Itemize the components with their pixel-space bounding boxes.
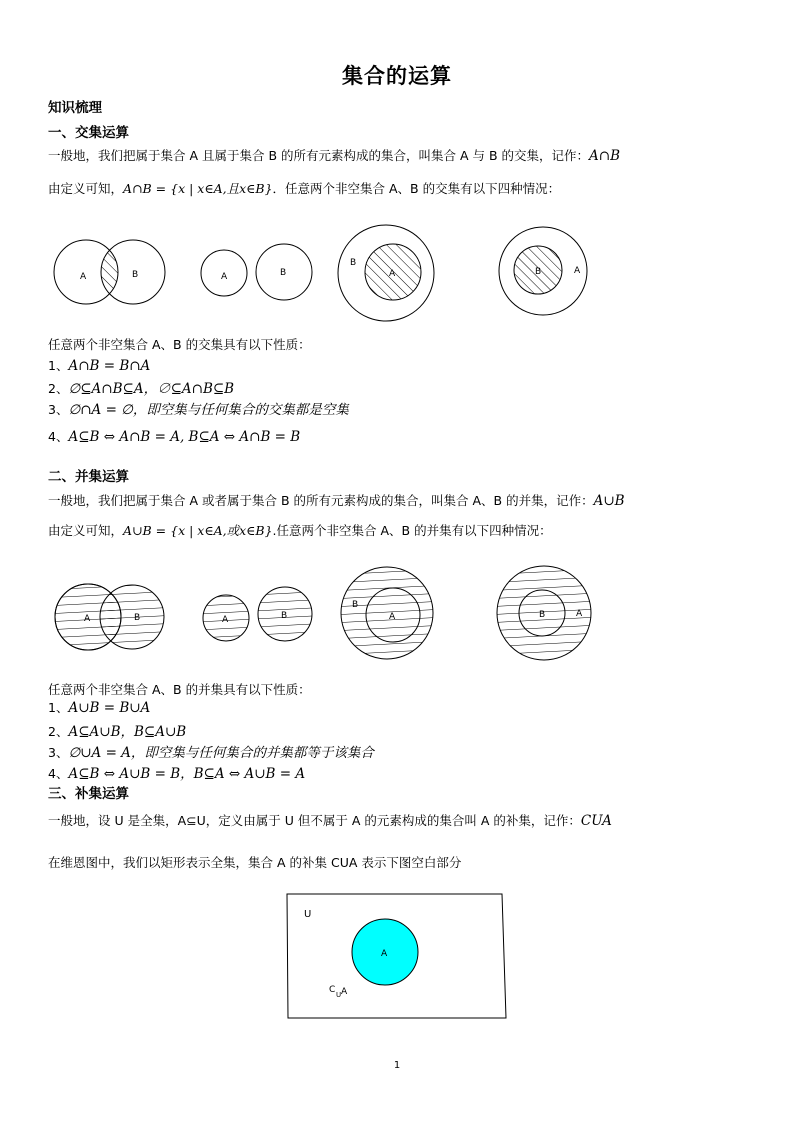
page-number: 1 (393, 1060, 401, 1071)
label-b: B (132, 270, 139, 280)
property-text: A∩B = B∩A (68, 358, 151, 374)
intersection-formula-line (48, 179, 560, 197)
label-b: B (281, 611, 288, 621)
intersection-venn-diagrams (0, 215, 794, 315)
label-a: A (84, 614, 91, 624)
property-text: ∅⊆A∩B⊆A，∅⊆A∩B⊆B (68, 381, 235, 397)
label-a: A (381, 949, 388, 959)
complement-venn-diagram (0, 890, 794, 1030)
intersection-definition (48, 146, 620, 164)
union-venn-diagrams (0, 560, 794, 670)
intersection-heading: 一、交集运算 (48, 125, 129, 141)
intersection-property (48, 356, 150, 374)
intersection-formula-suffix: ．任意两个非空集合 A、B 的交集有以下四种情况： (272, 181, 561, 196)
label-complement-sub-u: U (336, 991, 342, 999)
intersection-formula: A∩B = {x | x∈A,且x∈B} (123, 181, 273, 196)
union-property (48, 720, 186, 740)
label-complement-c: C (329, 985, 336, 995)
union-formula-suffix: .任意两个非空集合 A、B 的并集有以下四种情况： (272, 523, 552, 538)
intersection-formula-prefix: 由定义可知， (48, 181, 124, 196)
union-property (48, 762, 305, 782)
intersection-properties-intro: 任意两个非空集合 A、B 的交集具有以下性质： (48, 337, 311, 352)
label-a: A (221, 272, 228, 282)
label-a: A (222, 615, 229, 625)
property-text: A⊆B ⇔ A∩B = A, B⊆A ⇔ A∩B = B (68, 429, 301, 445)
intersection-property (48, 398, 349, 418)
union-notation: A∪B (593, 493, 625, 509)
union-property (48, 698, 150, 716)
union-formula-line (48, 521, 552, 539)
property-text: A⊆A∪B，B⊆A∪B (68, 724, 187, 740)
property-number: 4、 (48, 429, 69, 444)
property-number: 4、 (48, 766, 69, 781)
complement-definition (48, 811, 612, 829)
union-definition-text: 一般地，我们把属于集合 A 或者属于集合 B 的所有元素构成的集合，叫集合 A、B 的并集，记作： (48, 493, 594, 508)
union-properties-intro: 任意两个非空集合 A、B 的并集具有以下性质： (48, 682, 311, 697)
union-property (48, 741, 374, 761)
label-b: B (350, 258, 357, 268)
property-text: A⊆B ⇔ A∪B = B，B⊆A ⇔ A∪B = A (68, 766, 306, 782)
union-heading: 二、并集运算 (48, 469, 129, 485)
circle-b (341, 567, 433, 659)
label-a: A (576, 609, 583, 619)
label-a: A (389, 269, 396, 279)
property-number: 3、 (48, 745, 69, 760)
property-number: 1、 (48, 700, 69, 715)
intersection-property (48, 427, 300, 445)
label-a: A (80, 272, 87, 282)
union-definition (48, 491, 625, 509)
property-number: 2、 (48, 724, 69, 739)
union-formula-prefix: 由定义可知， (48, 523, 124, 538)
intersection-property (48, 377, 234, 397)
overview-heading: 知识梳理 (48, 100, 102, 116)
complement-heading: 三、补集运算 (48, 786, 129, 802)
label-a: A (574, 266, 581, 276)
label-b: B (535, 267, 542, 277)
complement-notation: CUA (580, 813, 612, 829)
property-number: 1、 (48, 358, 69, 373)
label-b: B (539, 610, 546, 620)
label-complement-a: A (341, 987, 348, 997)
property-number: 3、 (48, 402, 69, 417)
label-u: U (304, 909, 312, 920)
label-b: B (134, 613, 141, 623)
label-b: B (352, 600, 359, 610)
intersection-notation: A∩B (589, 148, 621, 164)
complement-venn-text: 在维恩图中，我们以矩形表示全集，集合 A 的补集 CUA 表示下图空白部分 (48, 855, 462, 870)
property-text: A∪B = B∪A (68, 700, 151, 716)
label-b: B (280, 268, 287, 278)
property-number: 2、 (48, 381, 69, 396)
property-text: ∅∩A = ∅，即空集与任何集合的交集都是空集 (68, 402, 349, 418)
page-title: 集合的运算 (342, 64, 452, 88)
label-a: A (389, 612, 396, 622)
union-formula: A∪B = {x | x∈A,或x∈B} (123, 523, 273, 538)
property-text: ∅∪A = A，即空集与任何集合的并集都等于该集合 (68, 745, 374, 761)
complement-definition-text: 一般地，设 U 是全集，A⊆U，定义由属于 U 但不属于 A 的元素构成的集合叫 A 的补集，记作： (48, 813, 581, 828)
circle-b (100, 585, 164, 649)
intersection-definition-text: 一般地，我们把属于集合 A 且属于集合 B 的所有元素构成的集合，叫集合 A 与 B 的交集，记作： (48, 148, 590, 163)
